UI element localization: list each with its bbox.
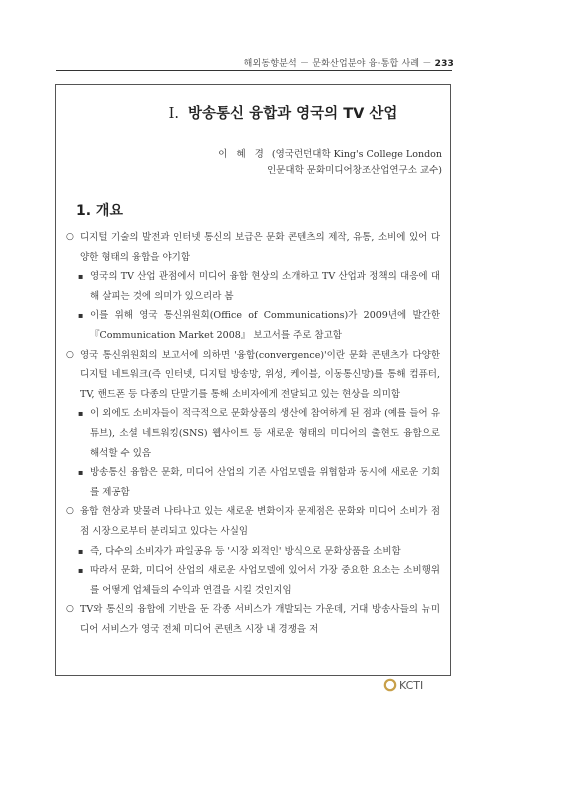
list-item-text: 따라서 문화, 미디어 산업의 새로운 사업모델에 있어서 가장 중요한 요소는 소비행위를 어떻게 업체들의 수익과 연결을 시킬 것인지임 [90,565,440,596]
list-item [66,561,440,600]
running-header [244,56,454,69]
list-item [66,346,440,405]
author-name: 이 혜 경 [218,149,267,160]
list-item-text: TV와 통신의 융합에 기반을 둔 각종 서비스가 개발되는 가운데, 거대 방송사들의 뉴미디어 서비스가 영국 전체 미디어 콘텐츠 시장 내 경쟁을 저 [80,604,440,635]
kcti-ring-icon [383,678,397,692]
list-item-text: 영국 통신위원회의 보고서에 의하면 '융합(convergence)'이란 문화 콘텐츠가 다양한 디지털 네트워크(즉 인터넷, 디지털 방송망, 위성, 케이블, 이동통신망)를 통해 컴퓨터, TV, 핸드폰 등 다종의 단말기를 통해 소비자에게 전달되고 있는 현상을 의미함 [80,349,440,400]
circle-bullet-icon: ○ [66,232,74,242]
running-title: 해외동향분석 － 문화산업분야 융·통합 사례 － [243,59,432,69]
section-heading: 1. 개요 [76,203,123,219]
list-item [66,306,440,345]
circle-bullet-icon: ○ [66,349,74,360]
circle-bullet-icon: ○ [66,604,74,615]
page-number: 233 [434,59,454,69]
square-bullet-icon: ▪ [78,409,84,419]
circle-bullet-icon: ○ [66,506,74,517]
header-rule [56,70,452,71]
list-item [66,404,440,463]
list-item [66,267,440,306]
square-bullet-icon: ▪ [78,311,84,321]
list-item [66,502,440,541]
square-bullet-icon: ▪ [78,272,84,282]
list-item-text: 방송통신 융합은 문화, 미디어 산업의 기존 사업모델을 위협함과 동시에 새로운 기회를 제공함 [90,467,440,498]
list-item [66,228,440,267]
list-item-text: 영국의 TV 산업 관점에서 미디어 융합 현상의 소개하고 TV 산업과 정책의 대응에 대해 살피는 것에 의미가 있으리라 봄 [90,271,440,302]
list-item-text: 디지털 기술의 발전과 인터넷 통신의 보급은 문화 콘텐츠의 제작, 유통, 소비에 있어 다양한 형태의 융합을 야기함 [80,232,440,263]
author-affiliation-2: 인문대학 문화미디어창조산업연구소 교수) [267,165,442,176]
square-bullet-icon: ▪ [78,468,84,478]
body-list [66,228,440,639]
title-roman-numeral: Ⅰ. [168,106,179,122]
list-item [66,463,440,502]
square-bullet-icon: ▪ [78,546,84,556]
list-item-text: 이 외에도 소비자들이 적극적으로 문화상품의 생산에 참여하게 된 점과 (예를 들어 유튜브), 소셜 네트워킹(SNS) 웹사이트 등 새로운 형태의 미디어의 출현도 융합으로 해석할 수 있음 [90,408,440,459]
square-bullet-icon: ▪ [78,566,84,576]
author-affiliation-1: (영국런던대학 King's College London [271,149,442,160]
list-item-text: 즉, 다수의 소비자가 파일공유 등 '시장 외적인' 방식으로 문화상품을 소비함 [90,545,401,557]
list-item [66,600,440,639]
logo-text: KCTI [399,678,424,692]
list-item-text: 융합 현상과 맞물려 나타나고 있는 새로운 변화이자 문제점은 문화와 미디어 소비가 점점 시장으로부터 분리되고 있다는 사실임 [80,506,440,537]
kcti-logo [383,676,423,694]
title-text: 방송통신 융합과 영국의 TV 산업 [188,106,398,122]
list-item-text: 이를 위해 영국 통신위원회(Office of Communications)가 2009년에 발간한 『Communication Market 2008』 보고서를 주로 참고함 [90,310,440,341]
page-title [0,102,566,123]
author-line-1 [218,147,442,163]
list-item [66,542,440,562]
author-block [218,147,442,179]
